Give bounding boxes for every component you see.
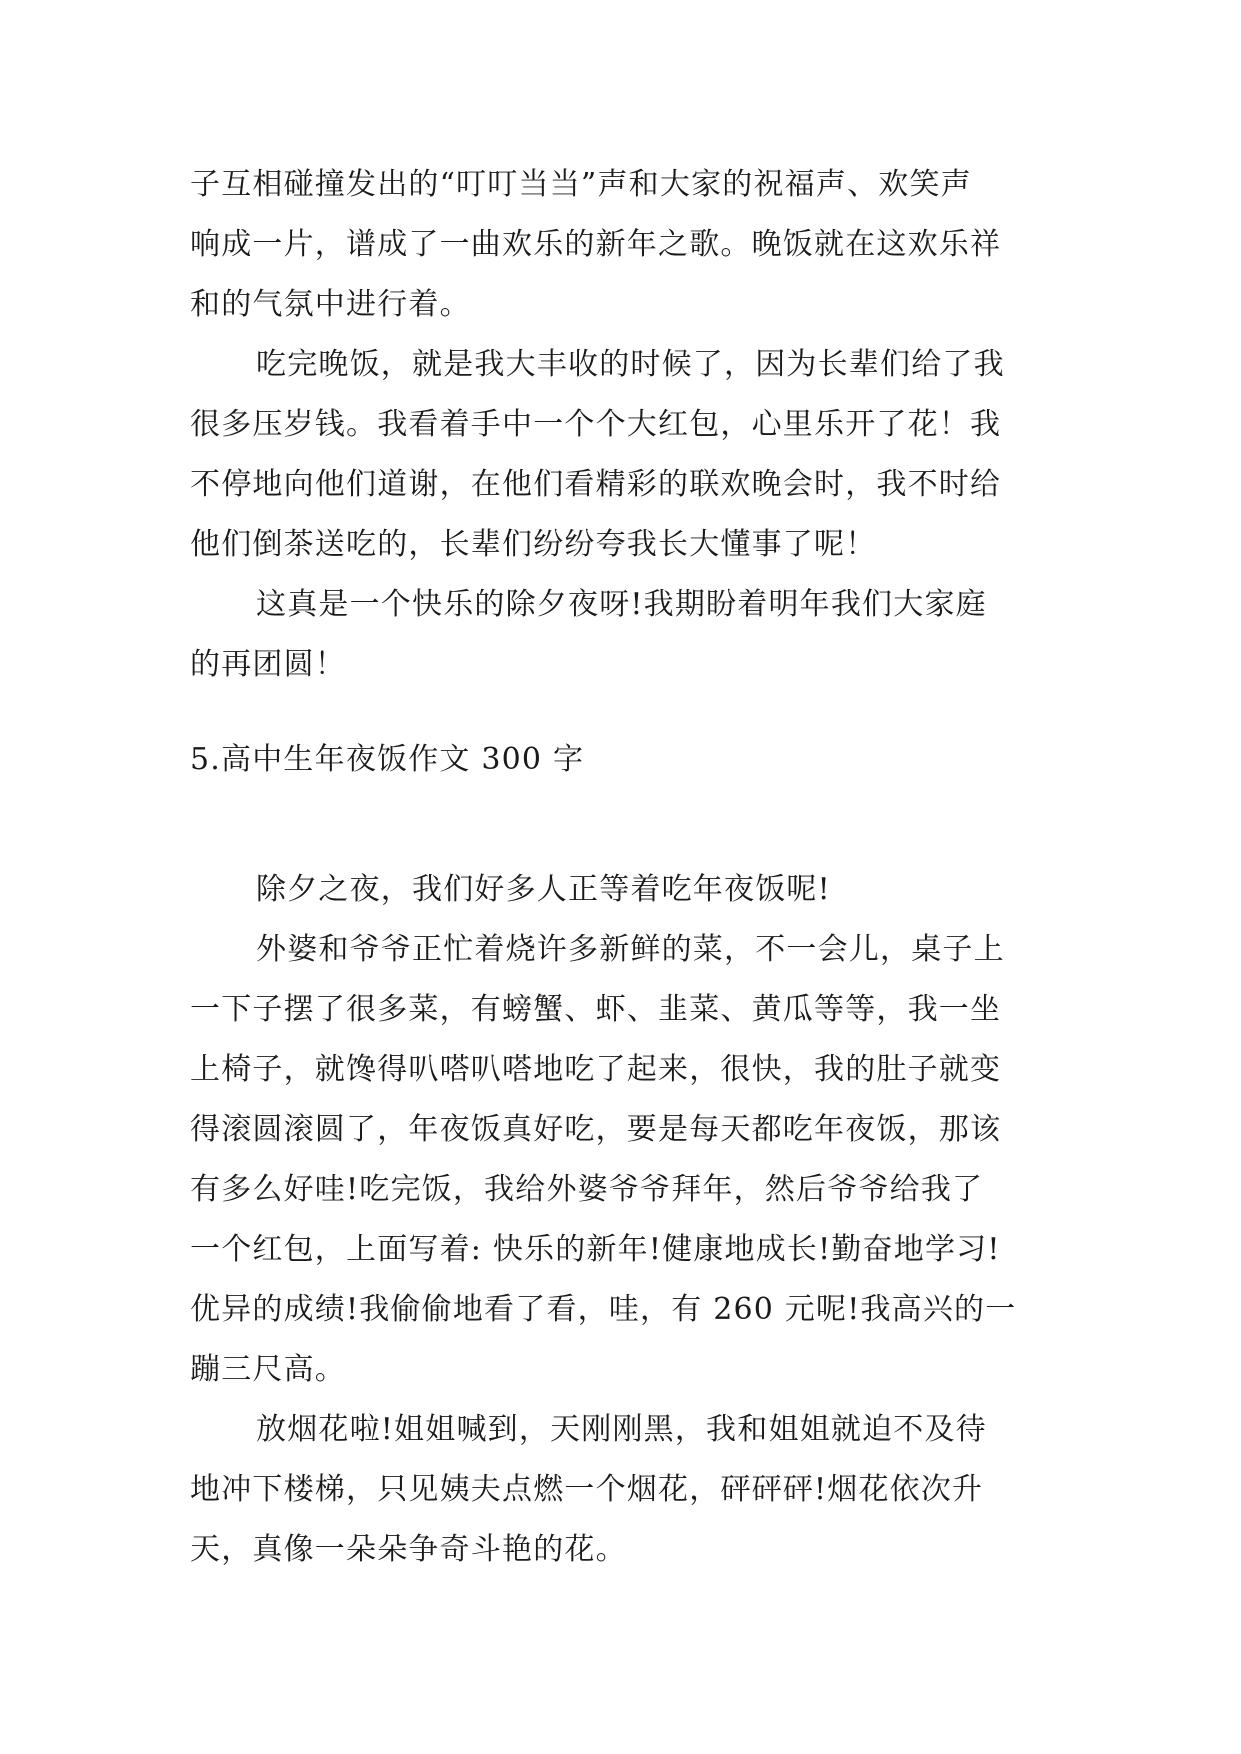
text-line-paragraph-start: 这真是一个快乐的除夕夜呀!我期盼着明年我们大家庭: [256, 587, 987, 622]
text-line: 他们倒茶送吃的，长辈们纷纷夸我长大懂事了呢！: [190, 527, 877, 562]
text-line: 有多么好哇!吃完饭，我给外婆爷爷拜年，然后爷爷给我了: [190, 1172, 984, 1207]
text-line: 和的气氛中进行着。: [190, 287, 471, 322]
text-line: 地冲下楼梯，只见姨夫点燃一个烟花，砰砰砰!烟花依次升: [190, 1472, 984, 1507]
text-line: 一下子摆了很多菜，有螃蟹、虾、韭菜、黄瓜等等，我一坐: [190, 992, 1002, 1027]
text-line: 优异的成绩!我偷偷地看了看，哇，有 260 元呢!我高兴的一: [190, 1292, 1017, 1327]
text-line: 很多压岁钱。我看着手中一个个大红包，心里乐开了花！我: [190, 407, 1002, 442]
text-line: 得滚圆滚圆了，年夜饭真好吃，要是每天都吃年夜饭，那该: [190, 1112, 1002, 1147]
text-line: 的再团圆！: [190, 647, 346, 682]
text-line: 一个红包，上面写着: 快乐的新年!健康地成长!勤奋地学习!: [190, 1232, 1001, 1267]
text-line: 响成一片，谱成了一曲欢乐的新年之歌。晚饭就在这欢乐祥: [190, 227, 1002, 262]
text-line-paragraph-start: 除夕之夜，我们好多人正等着吃年夜饭呢!: [256, 872, 831, 907]
text-line-paragraph-start: 外婆和爷爷正忙着烧许多新鲜的菜，不一会儿，桌子上: [256, 932, 1005, 967]
text-line-paragraph-start: 放烟花啦!姐姐喊到，天刚刚黑，我和姐姐就迫不及待: [256, 1412, 987, 1447]
text-line-paragraph-start: 吃完晚饭，就是我大丰收的时候了，因为长辈们给了我: [256, 347, 1005, 382]
section-heading: 5.高中生年夜饭作文 300 字: [190, 742, 585, 777]
text-line: 蹦三尺高。: [190, 1352, 346, 1387]
text-line: 上椅子，就馋得叭嗒叭嗒地吃了起来，很快，我的肚子就变: [190, 1052, 1002, 1087]
text-line: 子互相碰撞发出的“叮叮当当”声和大家的祝福声、欢笑声: [190, 167, 972, 202]
text-line: 不停地向他们道谢，在他们看精彩的联欢晚会时，我不时给: [190, 467, 1002, 502]
text-line: 天，真像一朵朵争奇斗艳的花。: [190, 1532, 627, 1567]
